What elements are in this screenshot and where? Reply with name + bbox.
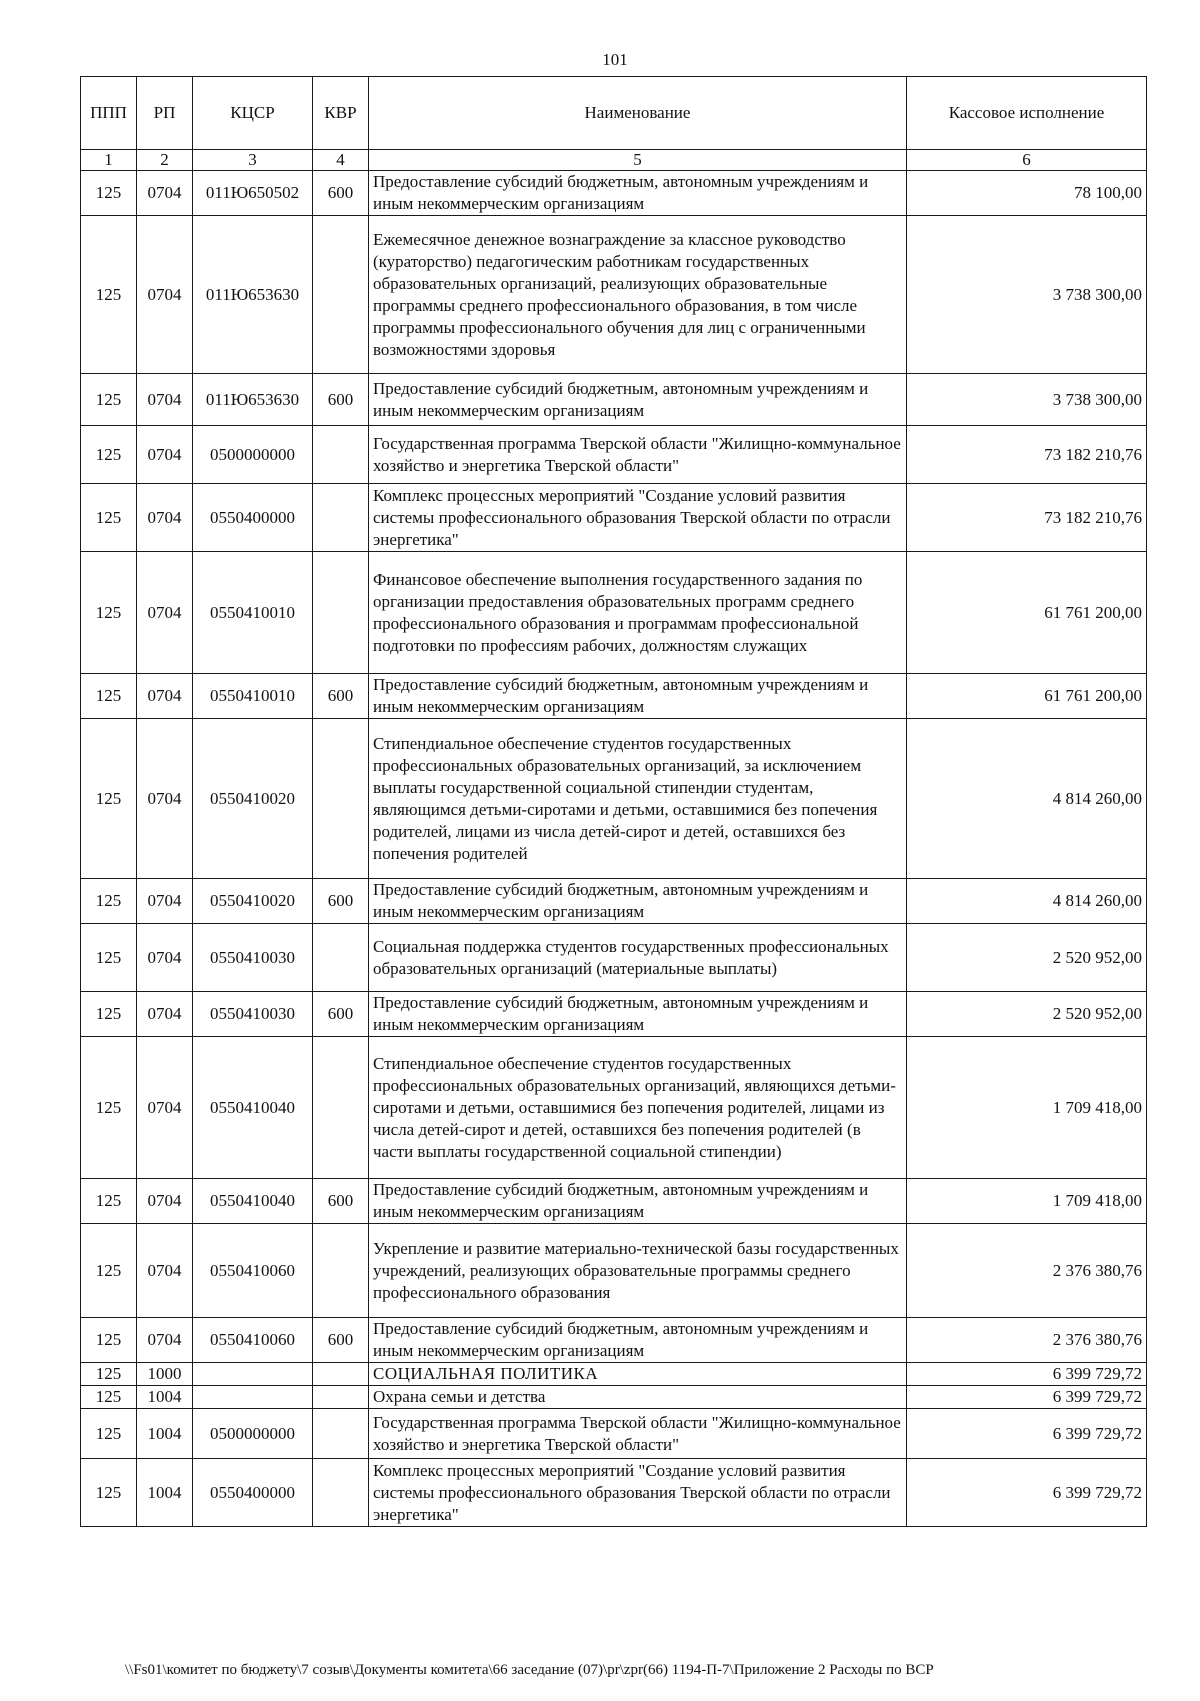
- column-number: 6: [907, 150, 1147, 171]
- cell-amount: 2 520 952,00: [907, 992, 1147, 1037]
- cell-rp: 0704: [137, 1037, 193, 1179]
- cell-amount: 1 709 418,00: [907, 1179, 1147, 1224]
- cell-name: Охрана семьи и детства: [369, 1386, 907, 1409]
- cell-ppp: 125: [81, 484, 137, 552]
- cell-rp: 1000: [137, 1363, 193, 1386]
- cell-rp: 1004: [137, 1409, 193, 1459]
- cell-ppp: 125: [81, 374, 137, 426]
- cell-rp: 0704: [137, 1179, 193, 1224]
- cell-name: Стипендиальное обеспечение студентов государственных профессиональных образовательных организаций, за исключением выплаты государственной социальной стипендии студентам, являющимся детьми-сиротами и детьми, оставшимися без попечения родителей, лицами из числа детей-сирот и детей, оставшихся без попечения родителей: [369, 719, 907, 879]
- column-number: 3: [193, 150, 313, 171]
- cell-kvr: 600: [313, 879, 369, 924]
- cell-rp: 0704: [137, 674, 193, 719]
- header-kvr: КВР: [313, 77, 369, 150]
- cell-ppp: 125: [81, 924, 137, 992]
- cell-kcsr: 0500000000: [193, 426, 313, 484]
- footer-file-path: \\Fs01\комитет по бюджету\7 созыв\Документы комитета\66 заседание (07)\pr\zpr(66) 1194-П-7\Приложение 2 Расходы по ВСР: [125, 1662, 934, 1678]
- cell-kvr: [313, 1409, 369, 1459]
- cell-kcsr: 011Ю653630: [193, 374, 313, 426]
- table-row: [81, 426, 1147, 484]
- cell-amount: 61 761 200,00: [907, 552, 1147, 674]
- cell-rp: 0704: [137, 879, 193, 924]
- cell-name: СОЦИАЛЬНАЯ ПОЛИТИКА: [369, 1363, 907, 1386]
- table-row: [81, 1179, 1147, 1224]
- cell-ppp: 125: [81, 1386, 137, 1409]
- budget-table: [80, 76, 1147, 1527]
- cell-rp: 0704: [137, 216, 193, 374]
- cell-amount: 73 182 210,76: [907, 484, 1147, 552]
- table-row: [81, 992, 1147, 1037]
- table-row: [81, 1363, 1147, 1386]
- cell-ppp: 125: [81, 1179, 137, 1224]
- cell-kcsr: 0550410020: [193, 719, 313, 879]
- table-row: [81, 484, 1147, 552]
- cell-amount: 73 182 210,76: [907, 426, 1147, 484]
- cell-rp: 1004: [137, 1386, 193, 1409]
- cell-kcsr: 0500000000: [193, 1409, 313, 1459]
- cell-name: Предоставление субсидий бюджетным, автономным учреждениям и иным некоммерческим организациям: [369, 1179, 907, 1224]
- cell-rp: 0704: [137, 1318, 193, 1363]
- column-number: 2: [137, 150, 193, 171]
- cell-kvr: [313, 1224, 369, 1318]
- cell-amount: 61 761 200,00: [907, 674, 1147, 719]
- cell-kcsr: 0550410030: [193, 992, 313, 1037]
- cell-kcsr: [193, 1363, 313, 1386]
- cell-rp: 0704: [137, 924, 193, 992]
- cell-name: Финансовое обеспечение выполнения государственного задания по организации предоставления образовательных программ среднего профессионального образования и программам профессиональной подготовки по профессиям рабочих, должностям служащих: [369, 552, 907, 674]
- cell-ppp: 125: [81, 171, 137, 216]
- table-row: [81, 1224, 1147, 1318]
- cell-name: Предоставление субсидий бюджетным, автономным учреждениям и иным некоммерческим организациям: [369, 879, 907, 924]
- cell-ppp: 125: [81, 426, 137, 484]
- header-ppp: ППП: [81, 77, 137, 150]
- cell-amount: 4 814 260,00: [907, 879, 1147, 924]
- cell-name: Социальная поддержка студентов государственных профессиональных образовательных организаций (материальные выплаты): [369, 924, 907, 992]
- table-body: [81, 171, 1147, 1527]
- cell-kvr: [313, 1386, 369, 1409]
- column-number: 1: [81, 150, 137, 171]
- page-number: 101: [602, 50, 628, 69]
- table-row: [81, 924, 1147, 992]
- cell-kcsr: [193, 1386, 313, 1409]
- cell-amount: 2 520 952,00: [907, 924, 1147, 992]
- cell-name: Предоставление субсидий бюджетным, автономным учреждениям и иным некоммерческим организациям: [369, 992, 907, 1037]
- header-rp: РП: [137, 77, 193, 150]
- cell-name: Предоставление субсидий бюджетным, автономным учреждениям и иным некоммерческим организациям: [369, 374, 907, 426]
- table-row: [81, 1459, 1147, 1527]
- cell-kcsr: 0550400000: [193, 1459, 313, 1527]
- cell-rp: 0704: [137, 484, 193, 552]
- cell-kcsr: 0550410010: [193, 674, 313, 719]
- table-row: [81, 374, 1147, 426]
- cell-kcsr: 011Ю650502: [193, 171, 313, 216]
- cell-kvr: [313, 719, 369, 879]
- cell-kvr: 600: [313, 992, 369, 1037]
- cell-rp: 0704: [137, 992, 193, 1037]
- cell-kvr: 600: [313, 1318, 369, 1363]
- cell-kvr: [313, 1363, 369, 1386]
- cell-ppp: 125: [81, 1224, 137, 1318]
- header-name: Наименование: [369, 77, 907, 150]
- cell-ppp: 125: [81, 1363, 137, 1386]
- cell-kcsr: 0550410060: [193, 1224, 313, 1318]
- cell-name: Укрепление и развитие материально-технической базы государственных учреждений, реализующих образовательные программы среднего профессионального образования: [369, 1224, 907, 1318]
- cell-kcsr: 011Ю653630: [193, 216, 313, 374]
- cell-name: Предоставление субсидий бюджетным, автономным учреждениям и иным некоммерческим организациям: [369, 171, 907, 216]
- cell-name: Государственная программа Тверской области "Жилищно-коммунальное хозяйство и энергетика Тверской области": [369, 1409, 907, 1459]
- cell-ppp: 125: [81, 879, 137, 924]
- cell-ppp: 125: [81, 1459, 137, 1527]
- cell-kvr: [313, 552, 369, 674]
- cell-ppp: 125: [81, 1409, 137, 1459]
- table-row: [81, 552, 1147, 674]
- table-row: [81, 216, 1147, 374]
- cell-kcsr: 0550410010: [193, 552, 313, 674]
- cell-kvr: 600: [313, 374, 369, 426]
- cell-rp: 0704: [137, 374, 193, 426]
- cell-rp: 0704: [137, 552, 193, 674]
- cell-ppp: 125: [81, 719, 137, 879]
- cell-ppp: 125: [81, 1318, 137, 1363]
- cell-rp: 0704: [137, 719, 193, 879]
- cell-name: Комплекс процессных мероприятий "Создание условий развития системы профессионального образования Тверской области по отрасли энергетика": [369, 1459, 907, 1527]
- cell-ppp: 125: [81, 552, 137, 674]
- cell-kcsr: 0550410060: [193, 1318, 313, 1363]
- cell-kcsr: 0550400000: [193, 484, 313, 552]
- cell-rp: 1004: [137, 1459, 193, 1527]
- cell-amount: 6 399 729,72: [907, 1363, 1147, 1386]
- cell-ppp: 125: [81, 674, 137, 719]
- column-number: 5: [369, 150, 907, 171]
- cell-name: Предоставление субсидий бюджетным, автономным учреждениям и иным некоммерческим организациям: [369, 1318, 907, 1363]
- cell-name: Государственная программа Тверской области "Жилищно-коммунальное хозяйство и энергетика Тверской области": [369, 426, 907, 484]
- cell-kvr: [313, 484, 369, 552]
- table-row: [81, 1037, 1147, 1179]
- cell-amount: 3 738 300,00: [907, 374, 1147, 426]
- cell-amount: 78 100,00: [907, 171, 1147, 216]
- header-kcsr: КЦСР: [193, 77, 313, 150]
- cell-ppp: 125: [81, 216, 137, 374]
- table-row: [81, 1318, 1147, 1363]
- cell-kcsr: 0550410030: [193, 924, 313, 992]
- cell-rp: 0704: [137, 1224, 193, 1318]
- table-row: [81, 1409, 1147, 1459]
- cell-name: Комплекс процессных мероприятий "Создание условий развития системы профессионального образования Тверской области по отрасли энергетика": [369, 484, 907, 552]
- cell-kvr: [313, 924, 369, 992]
- table-row: [81, 879, 1147, 924]
- table-row: [81, 1386, 1147, 1409]
- cell-kvr: [313, 216, 369, 374]
- cell-kvr: 600: [313, 1179, 369, 1224]
- cell-kcsr: 0550410020: [193, 879, 313, 924]
- column-number: 4: [313, 150, 369, 171]
- cell-amount: 6 399 729,72: [907, 1459, 1147, 1527]
- cell-ppp: 125: [81, 992, 137, 1037]
- cell-amount: 6 399 729,72: [907, 1386, 1147, 1409]
- cell-amount: 4 814 260,00: [907, 719, 1147, 879]
- cell-amount: 6 399 729,72: [907, 1409, 1147, 1459]
- cell-name: Ежемесячное денежное вознаграждение за классное руководство (кураторство) педагогическим работникам государственных образовательных организаций, реализующих образовательные программы среднего профессионального образования, в том числе программы профессионального обучения для лиц с ограниченными возможностями здоровья: [369, 216, 907, 374]
- cell-kvr: 600: [313, 674, 369, 719]
- header-amount: Кассовое исполнение: [907, 77, 1147, 150]
- cell-kcsr: 0550410040: [193, 1179, 313, 1224]
- cell-rp: 0704: [137, 426, 193, 484]
- cell-name: Стипендиальное обеспечение студентов государственных профессиональных образовательных организаций, являющихся детьми-сиротами и детьми, оставшимися без попечения родителей, лицами из числа детей-сирот и детей, оставшихся без попечения родителей (в части выплаты государственной социальной стипендии): [369, 1037, 907, 1179]
- cell-amount: 3 738 300,00: [907, 216, 1147, 374]
- cell-ppp: 125: [81, 1037, 137, 1179]
- table-row: [81, 171, 1147, 216]
- header-row: [81, 77, 1147, 150]
- cell-kvr: [313, 1037, 369, 1179]
- cell-name: Предоставление субсидий бюджетным, автономным учреждениям и иным некоммерческим организациям: [369, 674, 907, 719]
- cell-kvr: [313, 426, 369, 484]
- table-row: [81, 674, 1147, 719]
- cell-amount: 2 376 380,76: [907, 1318, 1147, 1363]
- cell-kvr: [313, 1459, 369, 1527]
- table-row: [81, 719, 1147, 879]
- column-number-row: [81, 150, 1147, 171]
- cell-amount: 2 376 380,76: [907, 1224, 1147, 1318]
- cell-kvr: 600: [313, 171, 369, 216]
- cell-amount: 1 709 418,00: [907, 1037, 1147, 1179]
- cell-rp: 0704: [137, 171, 193, 216]
- cell-kcsr: 0550410040: [193, 1037, 313, 1179]
